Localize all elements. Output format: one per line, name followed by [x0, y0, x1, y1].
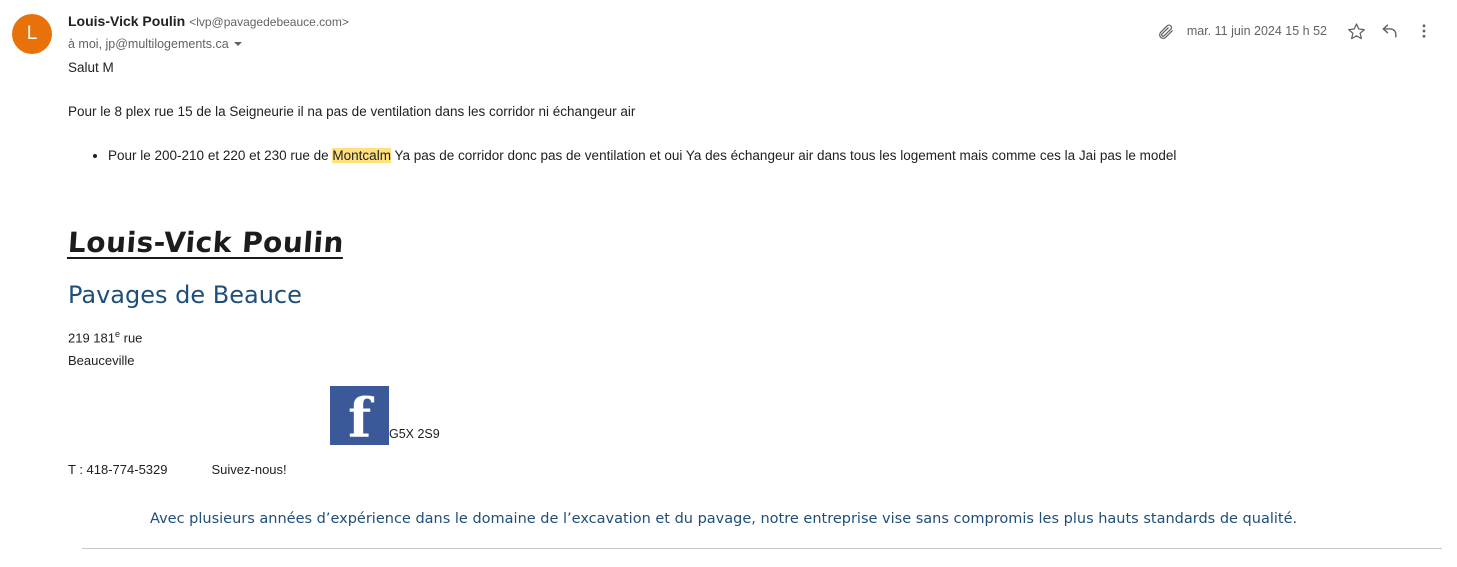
reply-icon[interactable]: [1373, 14, 1407, 48]
header-actions: [1151, 14, 1441, 48]
recipients-line[interactable]: [68, 36, 1151, 52]
chevron-down-icon[interactable]: [234, 42, 242, 46]
star-icon[interactable]: [1339, 14, 1373, 48]
body-paragraph: Pour le 8 plex rue 15 de la Seigneurie il na pas de ventilation dans les corridor ni échangeur air: [68, 104, 636, 119]
email-body: [0, 58, 1457, 549]
follow-us-text: Suivez-nous!: [211, 461, 287, 477]
facebook-glyph: f: [348, 385, 372, 450]
more-options-icon[interactable]: [1407, 14, 1441, 48]
avatar-letter: L: [26, 23, 38, 44]
sender-block: [68, 12, 1151, 52]
greeting-text: Salut M: [68, 60, 114, 75]
signature-name-wrapper: [68, 224, 1441, 262]
sender-name[interactable]: Louis-Vick Poulin: [68, 13, 186, 29]
postal-code: G5X 2S9: [389, 426, 440, 441]
sender-line: [68, 12, 1151, 31]
address-street: rue: [120, 330, 143, 346]
bullet-text-after: Ya pas de corridor donc pas de ventilation et oui Ya des échangeur air dans tous les logement mais comme ces la Jai pas le model: [390, 148, 1177, 163]
signature-tagline: Avec plusieurs années d’expérience dans le domaine de l’excavation et du pavage, notre entreprise vise sans compromis les plus hauts standards de qualité.: [150, 511, 1298, 528]
avatar[interactable]: [12, 14, 52, 54]
signature-company: Pavages de Beauce: [68, 280, 302, 309]
signature-address: [68, 323, 1441, 371]
signature-name: Louis-Vick Poulin: [66, 226, 346, 259]
address-line-2: Beauceville: [68, 352, 135, 368]
email-header: [0, 0, 1457, 56]
highlighted-term: Montcalm: [332, 148, 391, 163]
facebook-icon[interactable]: [330, 385, 389, 450]
signature-divider: [82, 548, 1442, 549]
list-item: [108, 146, 1441, 166]
address-line-1: [68, 323, 1441, 349]
phone-number: T : 418-774-5329: [68, 461, 168, 477]
contact-row: [68, 461, 1441, 479]
bullet-list: [68, 146, 1441, 166]
address-number: 219 181: [68, 330, 115, 346]
email-timestamp: mar. 11 juin 2024 15 h 52: [1186, 24, 1327, 38]
bullet-text-before: Pour le 200-210 et 220 et 230 rue de: [108, 148, 333, 163]
email-signature: [68, 224, 1441, 549]
attachment-icon: [1151, 16, 1181, 46]
facebook-row: [68, 385, 1441, 450]
address-ordinal-suffix: e: [115, 329, 121, 340]
recipients-text: à moi, jp@multilogements.ca: [68, 37, 229, 51]
sender-email[interactable]: <lvp@pavagedebeauce.com>: [189, 15, 349, 29]
